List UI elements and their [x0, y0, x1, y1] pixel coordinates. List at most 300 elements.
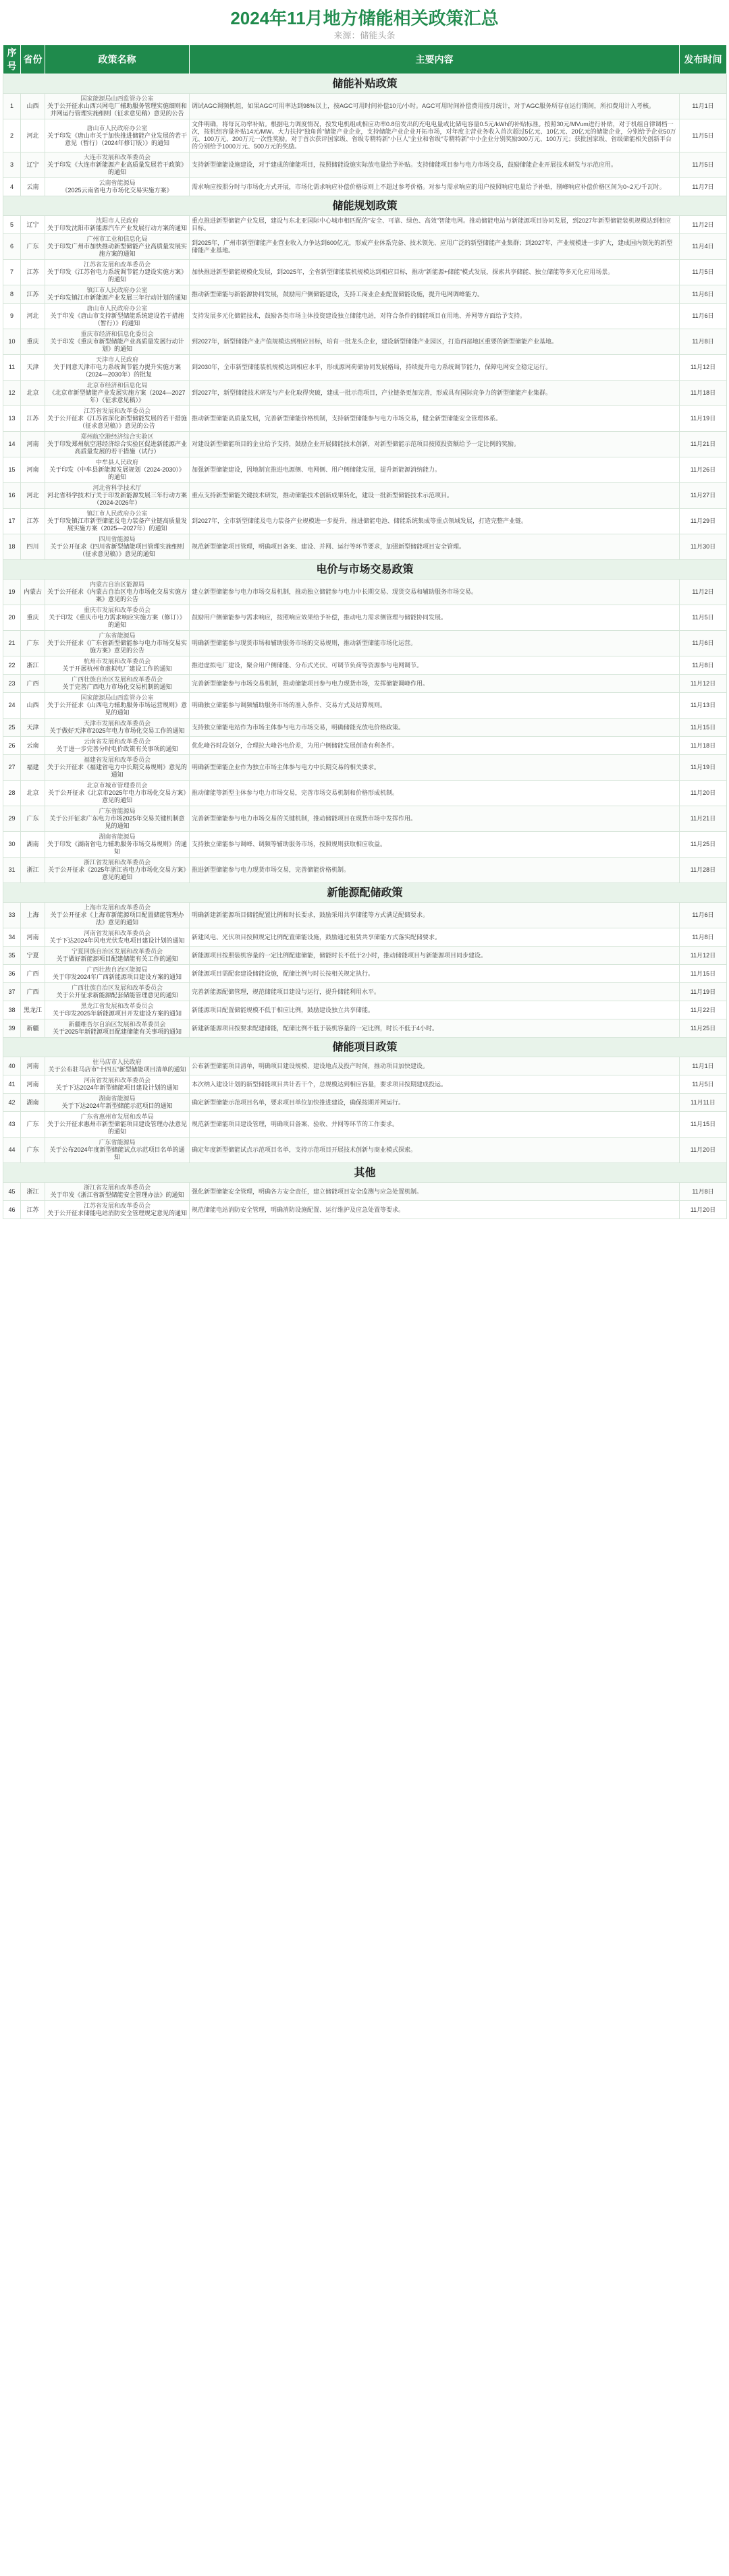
cell-content: 推动新型储能高质量发展，完善新型储能价格机制，支持新型储能参与电力市场交易，健全新型储能安全管理体系。 — [190, 406, 680, 432]
policy-title: 关于公开征求《福建省电力中长期交易规则》意见的通知 — [47, 764, 188, 778]
policy-department: 广州市工业和信息化局 — [86, 235, 148, 242]
source-line: 来源：储能头条 — [333, 30, 396, 40]
table-row — [3, 1138, 727, 1163]
cell-date: 11月1日 — [680, 94, 727, 119]
policy-title: 关于公开征求山西兴网电厂辅助服务管理实施细则和并网运行管理实施细则（征求意见稿）意见的公告 — [47, 103, 188, 117]
policy-title: 关于印发广州市加快推动新型储能产业高质量发展实施方案的通知 — [47, 243, 188, 257]
cell-content: 推动新型储能与新能源协同发展，鼓励用户侧储能建设，支持工商业企业配置储能设施，提升电网调峰能力。 — [190, 285, 680, 304]
cell-no: 23 — [3, 675, 21, 693]
cell-date: 11月19日 — [680, 406, 727, 432]
cell-content: 推进虚拟电厂建设，聚合用户侧储能、分布式光伏、可调节负荷等资源参与电网调节。 — [190, 656, 680, 675]
cell-date: 11月8日 — [680, 928, 727, 947]
cell-province: 江苏 — [21, 406, 45, 432]
cell-policy-name — [45, 483, 190, 509]
policy-department: 宁夏回族自治区发展和改革委员会 — [71, 948, 163, 955]
cell-content: 优化峰谷时段划分，合理拉大峰谷电价差，为用户侧储能发展创造有利条件。 — [190, 737, 680, 755]
policy-department: 江苏省发展和改革委员会 — [83, 408, 151, 414]
cell-content: 规范储能电站消防安全管理，明确消防设施配置、运行维护及应急处置等要求。 — [190, 1201, 680, 1219]
section-title: 储能规划政策 — [3, 196, 727, 216]
policy-title: 关于公开征求《2025年浙江省电力市场化交易方案》意见的通知 — [48, 866, 186, 880]
cell-policy-name — [45, 178, 190, 196]
cell-province: 新疆 — [21, 1019, 45, 1038]
cell-policy-name — [45, 355, 190, 381]
cell-policy-name — [45, 858, 190, 883]
cell-content: 新能源项目需配套建设储能设施，配储比例与时长按相关规定执行。 — [190, 965, 680, 983]
cell-content: 公布新型储能项目清单，明确项目建设规模、建设地点及投产时间，推动项目加快建设。 — [190, 1057, 680, 1075]
table-body — [3, 74, 727, 1219]
cell-province: 广东 — [21, 631, 45, 656]
cell-province: 山西 — [21, 693, 45, 719]
policy-title: 关于印发《江苏省电力系统调节能力建设实施方案》的通知 — [47, 269, 188, 283]
cell-province: 宁夏 — [21, 947, 45, 965]
cell-date: 11月21日 — [680, 806, 727, 832]
cell-policy-name — [45, 675, 190, 693]
policy-title: 关于公开征求《上海市新能源项目配置储能管理办法》意见的通知 — [50, 912, 184, 926]
cell-content: 新建风电、光伏项目按照规定比例配置储能设施，鼓励通过租赁共享储能方式落实配储要求。 — [190, 928, 680, 947]
cell-policy-name — [45, 1201, 190, 1219]
cell-policy-name — [45, 1183, 190, 1201]
cell-province: 上海 — [21, 903, 45, 928]
cell-no: 27 — [3, 755, 21, 781]
table-row — [3, 737, 727, 755]
cell-province: 河南 — [21, 432, 45, 457]
policy-title: 关于公开征求《内蒙古自治区电力市场化交易实施方案》意见的公告 — [47, 588, 188, 603]
cell-content: 文件明确，将每瓦功率补贴。根据电力调度情况，按发电机组或相应功率0.8倍发出的充电电量或比储电容量0.5元/kWh的补贴标准。按照30元/MVum进行补贴，对于机组自律调档一次，按机组容量补贴14元/MW。大力扶持“独角兽”储能产业企业，支持储能产业企业开拓市场，对年度主营业务收入首次超过5亿元、10亿元、20亿元的储能企业，分别给予企业50万元、100万元、200万元一次性奖励。对于首次获评国家级、省级专精特新“小巨人”企业和省级“专精特新”中小企业分别奖励300万元、100万元；获批国家级、省级储能相关创新平台的分别给予1000万元、500万元的奖励。 — [190, 119, 680, 152]
section-title: 新能源配储政策 — [3, 883, 727, 903]
table-row — [3, 381, 727, 406]
policy-title: 关于印发《大连市新能源产业高质量发展若干政策》的通知 — [47, 161, 188, 175]
cell-content: 需求响应按照分时与市场化方式开展，市场化需求响应补偿价格原则上不超过参考价格。对参与需求响应的用户按照响应电量给予补贴，削峰响应补偿价格区间为0~2元/千瓦时。 — [190, 178, 680, 196]
cell-province: 河南 — [21, 457, 45, 483]
table-row — [3, 1001, 727, 1019]
cell-province: 广东 — [21, 234, 45, 260]
cell-content: 强化新型储能安全管理，明确各方安全责任，建立储能项目安全监测与应急处置机制。 — [190, 1183, 680, 1201]
cell-no: 16 — [3, 483, 21, 509]
policy-title: 关于印发郑州航空港经济综合实验区促进新能源产业高质量发展的若干措施（试行） — [47, 441, 188, 455]
cell-policy-name — [45, 1019, 190, 1038]
cell-no: 22 — [3, 656, 21, 675]
header-content: 主要内容 — [190, 45, 680, 74]
table-row — [3, 580, 727, 605]
cell-date: 11月22日 — [680, 1001, 727, 1019]
cell-province: 云南 — [21, 178, 45, 196]
policy-department: 福建省发展和改革委员会 — [83, 756, 151, 763]
cell-content: 新能源项目配置储能规模不低于相应比例，鼓励建设独立共享储能。 — [190, 1001, 680, 1019]
policy-department: 广西壮族自治区发展和改革委员会 — [71, 984, 163, 991]
table-row — [3, 928, 727, 947]
policy-title: 关于印发《中牟县新能源发展规划（2024-2030）》的通知 — [49, 466, 185, 480]
cell-no: 35 — [3, 947, 21, 965]
cell-no: 42 — [3, 1094, 21, 1112]
cell-date: 11月8日 — [680, 1183, 727, 1201]
table-row — [3, 406, 727, 432]
policy-title: 关于2025年新能源项目配建储能有关事项的通知 — [52, 1028, 182, 1035]
cell-policy-name — [45, 1138, 190, 1163]
cell-no: 19 — [3, 580, 21, 605]
cell-date: 11月6日 — [680, 304, 727, 329]
policy-title: 关于印发《湖南省电力辅助服务市场交易规则》的通知 — [47, 841, 188, 855]
cell-date: 11月5日 — [680, 605, 727, 631]
cell-content: 支持独立储能电站作为市场主体参与电力市场交易，明确储能充放电价格政策。 — [190, 719, 680, 737]
table-row — [3, 1019, 727, 1038]
cell-content: 建立新型储能参与电力市场交易机制，推动独立储能参与电力中长期交易、现货交易和辅助服务市场交易。 — [190, 580, 680, 605]
cell-policy-name — [45, 381, 190, 406]
table-row — [3, 1075, 727, 1094]
cell-date: 11月15日 — [680, 1112, 727, 1138]
table-row — [3, 983, 727, 1001]
section-header-row — [3, 883, 727, 903]
policy-title: 关于下达2024年风电光伏发电项目建设计划的通知 — [49, 937, 185, 944]
cell-content: 完善新能源配储管理，规范储能项目建设与运行，提升储能利用水平。 — [190, 983, 680, 1001]
section-title: 储能补贴政策 — [3, 74, 727, 94]
table-row — [3, 1094, 727, 1112]
cell-province: 浙江 — [21, 1183, 45, 1201]
cell-content: 到2027年，新型储能技术研发与产业化取得突破，建成一批示范项目，产业链条更加完善，形成具有国际竞争力的新型储能产业集群。 — [190, 381, 680, 406]
cell-no: 31 — [3, 858, 21, 883]
cell-date: 11月1日 — [680, 1057, 727, 1075]
policy-department: 广东省能源局 — [99, 1139, 136, 1146]
policy-department: 国家能源局山西监管办公室 — [80, 694, 154, 701]
cell-province: 河北 — [21, 304, 45, 329]
policy-department: 河北省科学技术厅 — [92, 484, 142, 491]
policy-department: 云南省能源局 — [99, 179, 136, 186]
table-row — [3, 903, 727, 928]
policy-title: 河北省科学技术厅关于印发新能源发展三年行动方案（2024-2026年） — [47, 492, 188, 506]
cell-no: 2 — [3, 119, 21, 152]
cell-content: 到2027年，全市新型储能及电力装备产业规模进一步提升，推进储能电池、储能系统集成等重点领域发展，打造完整产业链。 — [190, 509, 680, 534]
cell-date: 11月8日 — [680, 656, 727, 675]
cell-no: 17 — [3, 509, 21, 534]
policy-title: 关于印发《重庆市电力需求响应实施方案（修订）》的通知 — [49, 614, 186, 628]
cell-no: 10 — [3, 329, 21, 355]
cell-no: 15 — [3, 457, 21, 483]
cell-date: 11月29日 — [680, 509, 727, 534]
cell-policy-name — [45, 94, 190, 119]
table-row — [3, 483, 727, 509]
cell-no: 33 — [3, 903, 21, 928]
policy-title: 《2025云南省电力市场化交易实施方案》 — [61, 187, 173, 194]
cell-content: 确定新型储能示范项目名单，要求项目单位加快推进建设，确保按期并网运行。 — [190, 1094, 680, 1112]
policy-title: 关于印发《重庆市新型储能产业高质量发展行动计划》的通知 — [50, 338, 184, 352]
cell-no: 44 — [3, 1138, 21, 1163]
cell-no: 18 — [3, 534, 21, 560]
cell-no: 6 — [3, 234, 21, 260]
cell-content: 推进新型储能参与电力现货市场交易，完善储能价格机制。 — [190, 858, 680, 883]
policy-department: 郑州航空港经济综合实验区 — [80, 433, 154, 440]
policy-title: 关于印发《唐山市关于加快推进储能产业发展的若干意见（暂行）（2024年修订版）》的通知 — [47, 132, 188, 146]
cell-date: 11月20日 — [680, 1201, 727, 1219]
cell-date: 11月18日 — [680, 737, 727, 755]
policy-title: 关于做好天津市2025年电力市场化交易工作的通知 — [49, 727, 185, 734]
cell-policy-name — [45, 693, 190, 719]
policy-title: 关于公开征求《四川省新型储能项目管理实施细则（征求意见稿）》意见的通知 — [50, 543, 184, 557]
cell-policy-name — [45, 1094, 190, 1112]
policy-department: 广东省能源局 — [99, 632, 136, 639]
table-row — [3, 631, 727, 656]
table-header-row — [3, 45, 727, 74]
cell-content: 重点支持新型储能关键技术研发，推动储能技术创新成果转化，建设一批新型储能技术示范项目。 — [190, 483, 680, 509]
policy-title: 关于公开征求《广东省新型储能参与电力市场交易实施方案》意见的公告 — [47, 640, 188, 654]
cell-province: 北京 — [21, 381, 45, 406]
policy-department: 湖南省能源局 — [99, 833, 136, 840]
table-row — [3, 693, 727, 719]
cell-date: 11月19日 — [680, 983, 727, 1001]
policy-department: 浙江省发展和改革委员会 — [83, 1184, 151, 1191]
policy-department: 天津市人民政府 — [95, 356, 138, 363]
policy-department: 广东省能源局 — [99, 808, 136, 814]
cell-policy-name — [45, 832, 190, 858]
cell-policy-name — [45, 119, 190, 152]
cell-no: 25 — [3, 719, 21, 737]
cell-no: 11 — [3, 355, 21, 381]
cell-province: 江苏 — [21, 285, 45, 304]
section-title: 其他 — [3, 1163, 727, 1183]
cell-content: 到2025年，广州市新型储能产业营业收入力争达到600亿元，形成产业体系完备、技术领先、应用广泛的新型储能产业集群；到2027年，产业规模进一步扩大，建成国内领先的新型储能产业基地。 — [190, 234, 680, 260]
cell-province: 四川 — [21, 534, 45, 560]
cell-content: 明确独立储能参与调频辅助服务市场的准入条件、交易方式及结算规则。 — [190, 693, 680, 719]
table-row — [3, 94, 727, 119]
cell-content: 明确新建新能源项目储能配置比例和时长要求，鼓励采用共享储能等方式满足配储要求。 — [190, 903, 680, 928]
cell-policy-name — [45, 580, 190, 605]
cell-date: 11月26日 — [680, 457, 727, 483]
cell-policy-name — [45, 1057, 190, 1075]
table-row — [3, 806, 727, 832]
cell-date: 11月25日 — [680, 1019, 727, 1038]
cell-no: 34 — [3, 928, 21, 947]
policy-title: 关于公开征求《北京市2025年电力市场化交易方案》意见的通知 — [48, 789, 186, 804]
table-row — [3, 1201, 727, 1219]
cell-content: 确定年度新型储能试点示范项目名单，支持示范项目开展技术创新与商业模式探索。 — [190, 1138, 680, 1163]
policy-department: 上海市发展和改革委员会 — [83, 904, 151, 911]
section-header-row — [3, 196, 727, 216]
table-row — [3, 781, 727, 806]
table-row — [3, 329, 727, 355]
cell-policy-name — [45, 755, 190, 781]
policy-title: 关于下达2024年新型储能示范项目的通知 — [61, 1102, 173, 1109]
policy-department: 江苏省发展和改革委员会 — [83, 1202, 151, 1209]
policy-title: 关于公开征求新能源配套储能管理意见的通知 — [56, 992, 178, 999]
cell-policy-name — [45, 605, 190, 631]
cell-date: 11月12日 — [680, 947, 727, 965]
table-row — [3, 355, 727, 381]
cell-province: 云南 — [21, 737, 45, 755]
table-row — [3, 832, 727, 858]
header-no: 序号 — [3, 45, 21, 74]
policy-department: 天津市发展和改革委员会 — [83, 720, 151, 727]
cell-content: 明确新型储能企业作为独立市场主体参与电力中长期交易的相关要求。 — [190, 755, 680, 781]
policy-department: 重庆市发展和改革委员会 — [83, 607, 151, 613]
cell-content: 加快推进新型储能规模化发展，到2025年，全省新型储能装机规模达到相应目标，推动“新能源+储能”模式发展，探索共享储能、独立储能等多元化应用场景。 — [190, 260, 680, 285]
cell-policy-name — [45, 737, 190, 755]
cell-no: 21 — [3, 631, 21, 656]
policy-department: 广西壮族自治区发展和改革委员会 — [71, 676, 163, 683]
cell-no: 41 — [3, 1075, 21, 1094]
cell-province: 河南 — [21, 1075, 45, 1094]
policy-department: 四川省能源局 — [99, 536, 136, 542]
cell-content: 推动储能等新型主体参与电力市场交易，完善市场交易机制和价格形成机制。 — [190, 781, 680, 806]
policy-department: 中牟县人民政府 — [95, 459, 138, 466]
cell-province: 天津 — [21, 355, 45, 381]
cell-policy-name — [45, 1075, 190, 1094]
cell-date: 11月2日 — [680, 580, 727, 605]
cell-policy-name — [45, 983, 190, 1001]
policy-department: 重庆市经济和信息化委员会 — [80, 331, 154, 337]
section-title: 储能项目政策 — [3, 1038, 727, 1057]
policy-title: 关于公开征求《山西电力辅助服务市场运营规则》意见的通知 — [47, 702, 188, 716]
policy-title: 关于下达2024年新型储能项目建设计划的通知 — [55, 1084, 179, 1091]
cell-content: 支持独立储能参与调峰、调频等辅助服务市场，按照规则获取相应收益。 — [190, 832, 680, 858]
cell-province: 江苏 — [21, 509, 45, 534]
policy-title: 关于印发镇江市新型储能及电力装备产业链高质量发展实施方案（2025—2027年）的通知 — [47, 517, 188, 532]
policy-title: 关于做好新能源项目配建储能有关工作的通知 — [56, 955, 178, 962]
cell-province: 山西 — [21, 94, 45, 119]
cell-province: 内蒙古 — [21, 580, 45, 605]
cell-date: 11月12日 — [680, 675, 727, 693]
cell-content: 支持新型储能设施建设，对于建成的储能项目，按照储能设施实际放电量给予补贴。支持储能项目参与电力市场交易，鼓励储能企业开展技术研发与示范应用。 — [190, 152, 680, 178]
table-row — [3, 285, 727, 304]
cell-no: 5 — [3, 216, 21, 234]
policy-title: 关于公开征求储能电站消防安全管理规定意见的通知 — [47, 1210, 188, 1216]
cell-date: 11月4日 — [680, 234, 727, 260]
cell-content: 明确新型储能参与现货市场和辅助服务市场的交易规则，推动新型储能市场化运营。 — [190, 631, 680, 656]
policy-table — [3, 45, 727, 1219]
cell-policy-name — [45, 406, 190, 432]
table-row — [3, 947, 727, 965]
cell-no: 9 — [3, 304, 21, 329]
table-row — [3, 755, 727, 781]
cell-date: 11月6日 — [680, 285, 727, 304]
section-header-row — [3, 1163, 727, 1183]
cell-content: 对建设新型储能项目的企业给予支持，鼓励企业开展储能技术创新，对新型储能示范项目按照投资额给予一定比例的奖励。 — [190, 432, 680, 457]
cell-province: 广西 — [21, 983, 45, 1001]
cell-policy-name — [45, 806, 190, 832]
cell-policy-name — [45, 260, 190, 285]
cell-content: 规范新型储能项目建设管理，明确项目备案、验收、并网等环节的工作要求。 — [190, 1112, 680, 1138]
cell-content: 重点推进新型储能产业发展，建设与东北亚国际中心城市相匹配的“安全、可靠、绿色、高效”智能电网。推动储能电站与新能源项目协同发展，到2027年新型储能装机规模达到相应目标。 — [190, 216, 680, 234]
policy-title: 关于印发镇江市新能源产业发展三年行动计划的通知 — [47, 294, 188, 301]
cell-policy-name — [45, 781, 190, 806]
cell-no: 3 — [3, 152, 21, 178]
cell-province: 湖南 — [21, 1094, 45, 1112]
cell-province: 重庆 — [21, 329, 45, 355]
cell-province: 广西 — [21, 965, 45, 983]
table-row — [3, 304, 727, 329]
cell-policy-name — [45, 329, 190, 355]
cell-policy-name — [45, 509, 190, 534]
cell-content: 加强新型储能建设，因地制宜推进电源侧、电网侧、用户侧储能发展，提升新能源消纳能力。 — [190, 457, 680, 483]
cell-date: 11月5日 — [680, 119, 727, 152]
cell-policy-name — [45, 285, 190, 304]
cell-date: 11月21日 — [680, 432, 727, 457]
cell-content: 鼓励用户侧储能参与需求响应，按照响应效果给予补偿，推动电力需求侧管理与储能协同发展。 — [190, 605, 680, 631]
cell-policy-name — [45, 965, 190, 983]
cell-province: 广东 — [21, 1138, 45, 1163]
table-row — [3, 858, 727, 883]
cell-date: 11月15日 — [680, 719, 727, 737]
cell-province: 辽宁 — [21, 152, 45, 178]
table-row — [3, 965, 727, 983]
policy-department: 唐山市人民政府办公室 — [86, 124, 148, 132]
cell-no: 20 — [3, 605, 21, 631]
policy-department: 新疆维吾尔自治区发展和改革委员会 — [68, 1021, 166, 1028]
table-row — [3, 457, 727, 483]
page-title: 2024年11月地方储能相关政策汇总 — [230, 8, 499, 28]
cell-province: 天津 — [21, 719, 45, 737]
cell-policy-name — [45, 1001, 190, 1019]
cell-date: 11月15日 — [680, 965, 727, 983]
policy-title: 关于完善广西电力市场化交易机制的通知 — [62, 683, 172, 690]
policy-title: 关于开展杭州市虚拟电厂建设工作的通知 — [62, 665, 172, 672]
cell-date: 11月5日 — [680, 152, 727, 178]
policy-department: 沈阳市人民政府 — [95, 217, 138, 224]
table-row — [3, 1112, 727, 1138]
cell-policy-name — [45, 1112, 190, 1138]
policy-department: 北京市经济和信息化局 — [86, 382, 148, 389]
cell-policy-name — [45, 152, 190, 178]
cell-no: 43 — [3, 1112, 21, 1138]
cell-date: 11月30日 — [680, 534, 727, 560]
cell-content: 支持发展多元化储能技术，鼓励各类市场主体投资建设独立储能电站，对符合条件的储能项目在用地、并网等方面给予支持。 — [190, 304, 680, 329]
table-row — [3, 719, 727, 737]
cell-policy-name — [45, 234, 190, 260]
page — [0, 0, 729, 1219]
cell-content: 本次纳入建设计划的新型储能项目共计若干个，总规模达到相应容量，要求项目按期建成投运。 — [190, 1075, 680, 1094]
cell-policy-name — [45, 719, 190, 737]
cell-no: 40 — [3, 1057, 21, 1075]
cell-province: 广西 — [21, 675, 45, 693]
cell-policy-name — [45, 903, 190, 928]
policy-department: 镇江市人民政府办公室 — [86, 287, 148, 293]
section-header-row — [3, 1038, 727, 1057]
policy-department: 北京市城市管理委员会 — [86, 782, 148, 789]
cell-date: 11月20日 — [680, 1138, 727, 1163]
cell-policy-name — [45, 534, 190, 560]
policy-department: 国家能源局山西监管办公室 — [80, 95, 154, 102]
cell-province: 河南 — [21, 1057, 45, 1075]
cell-no: 24 — [3, 693, 21, 719]
cell-policy-name — [45, 928, 190, 947]
policy-department: 镇江市人民政府办公室 — [86, 510, 148, 517]
table-row — [3, 534, 727, 560]
table-row — [3, 656, 727, 675]
table-row — [3, 234, 727, 260]
cell-content: 完善新型储能参与市场交易机制，推动储能项目参与电力现货市场，发挥储能调峰作用。 — [190, 675, 680, 693]
policy-title: 关于同意天津市电力系统调节能力提升实施方案（2024—2030年）的批复 — [53, 364, 181, 378]
policy-title: 关于公布2024年度新型储能试点示范项目名单的通知 — [49, 1146, 185, 1160]
policy-title: 关于公开征求广东电力市场2025年交易关键机制意见的通知 — [49, 815, 185, 829]
policy-title: 关于进一步完善分时电价政策有关事项的通知 — [56, 746, 178, 752]
cell-no: 38 — [3, 1001, 21, 1019]
cell-content: 规范新型储能项目管理，明确项目备案、建设、并网、运行等环节要求，加强新型储能项目安全管理。 — [190, 534, 680, 560]
cell-no: 45 — [3, 1183, 21, 1201]
cell-no: 7 — [3, 260, 21, 285]
header-date: 发布时间 — [680, 45, 727, 74]
cell-policy-name — [45, 432, 190, 457]
section-header-row — [3, 74, 727, 94]
cell-no: 8 — [3, 285, 21, 304]
cell-province: 浙江 — [21, 656, 45, 675]
section-title: 电价与市场交易政策 — [3, 560, 727, 580]
cell-province: 浙江 — [21, 858, 45, 883]
policy-department: 云南省发展和改革委员会 — [83, 738, 151, 745]
cell-date: 11月5日 — [680, 260, 727, 285]
cell-province: 河北 — [21, 483, 45, 509]
policy-department: 驻马店市人民政府 — [92, 1059, 142, 1065]
cell-no: 30 — [3, 832, 21, 858]
cell-province: 江苏 — [21, 1201, 45, 1219]
cell-no: 26 — [3, 737, 21, 755]
cell-date: 11月6日 — [680, 903, 727, 928]
